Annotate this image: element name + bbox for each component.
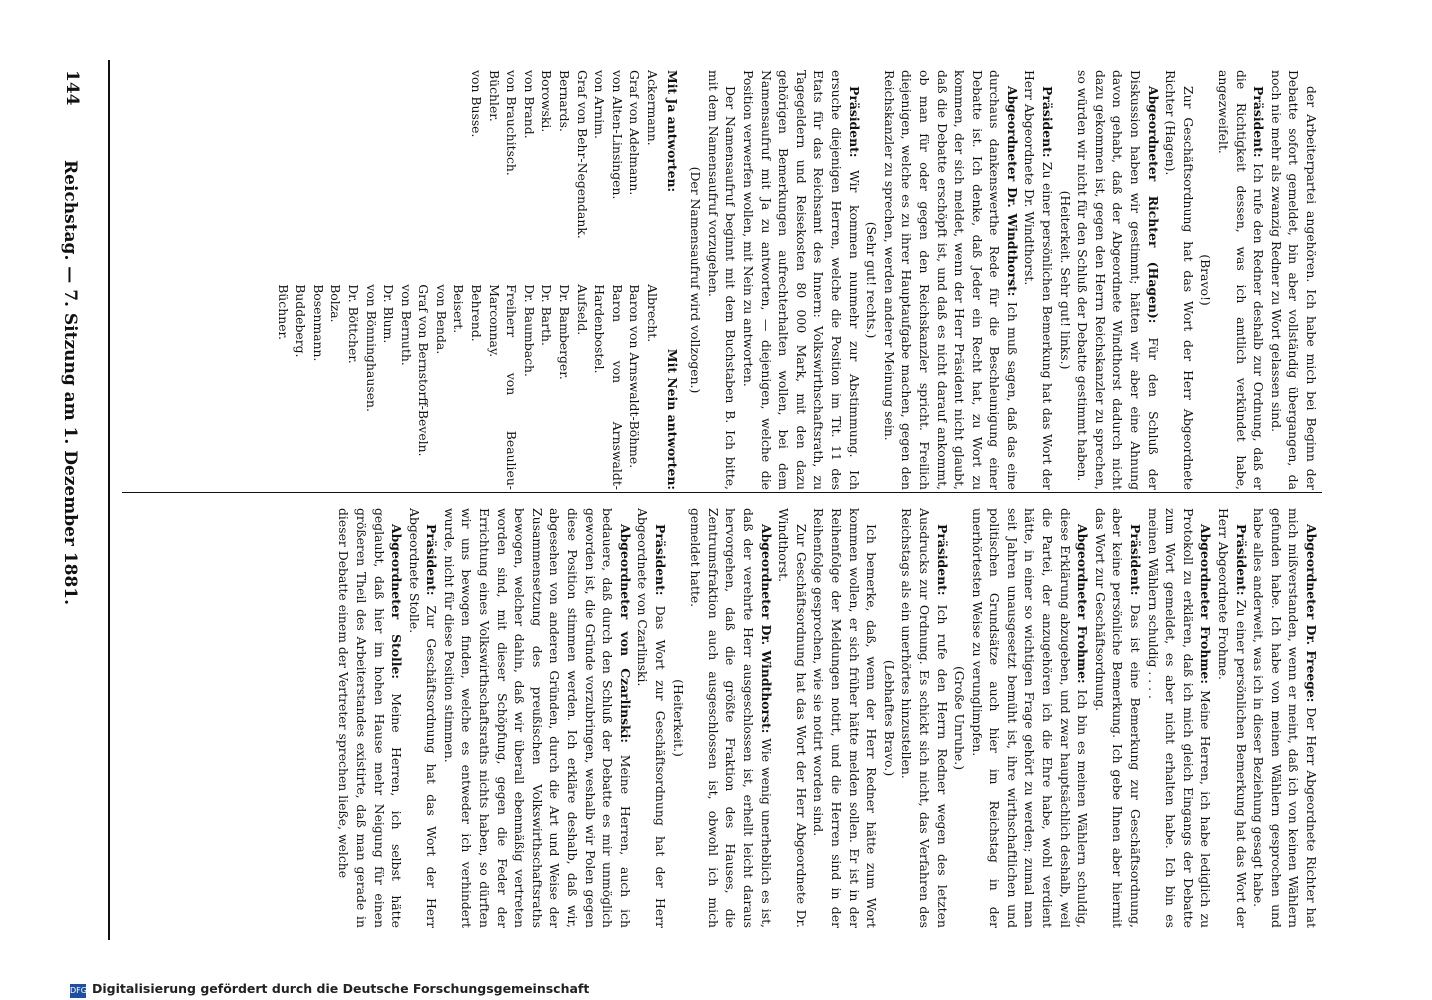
member-name: Bolza. [328, 284, 344, 323]
speech-text: Ich muß sagen, daß das eine durchaus dankenswerthe Rede für die Beschleunigung einer Debatte ist. Ich denke, daß Jeder ein Recht hat, zu Wort zu kommen, der sich meldet, wenn der Herr Präsident nicht glaubt, daß die Debatte erschöpft ist, und daß es nicht darauf ankommt, ob man für oder gegen den Reichskanzler spricht. Freilich diejenigen, welche es zu ihrer Hauptaufgabe machen, gegen den Reichskanzler zu sprechen, werden anderer Meinung sein. [881, 70, 1020, 490]
interjection: (Der Namensaufruf wird vollzogen.) [688, 166, 704, 394]
speech-text: Ich rufe den Redner deshalb zur Ordnung, daß er die Richtigkeit dessen, was ich amtlich verkündet habe, angezweifelt. [1216, 70, 1267, 490]
member-name: Graf von Behr-Negendank. [574, 70, 590, 239]
speech-text: Zu einer persönlichen Bemerkung hat das Wort der Herr Abgeordnete Frohme. [1216, 508, 1249, 928]
member-name: Büchler. [486, 70, 502, 122]
speech-text: Der Herr Abgeordnete Richter hat mich mißverstanden, wenn er meint, daß ich von keinen Wählern gefunden habe. Ich habe von meinen Wählern gesprochen und habe alles anderweit, was ich in dieser Beziehung gesagt habe. [1251, 508, 1319, 928]
interjection: (Heiterkeit. Sehr gut! links.) [1057, 190, 1073, 370]
interjection: (Heiterkeit.) [670, 679, 686, 757]
speech-text: der Arbeiterpartei angehören. Ich habe mich bei Beginn der Debatte sofort gemeldet, bin aber vollständig übergangen, da noch nie mehr als zwanzig Redner zu Wort gelassen sind. [1268, 70, 1319, 490]
member-name: Büchner. [275, 284, 291, 341]
speech-text: Zur Geschäftsordnung hat das Wort der Herr Abgeordnete Dr. Windthorst. [776, 508, 809, 928]
speech-paragraph [335, 508, 405, 928]
speech-paragraph [880, 70, 1021, 490]
vote-no-heading: Mit Nein antworten: [664, 348, 680, 490]
member-name: Borowski. [539, 70, 555, 133]
header-rule [109, 60, 111, 940]
speech-text: Der Namensaufruf beginnt mit dem Buchstaben B. Ich bitte, mit dem Namensaufruf vorzugehen. [705, 70, 739, 490]
member-name: Baron von Arnswaldt-Hardenbostel. [592, 284, 625, 490]
member-name: Graf von Adelmann. [627, 70, 643, 196]
speech-paragraph [739, 70, 862, 490]
speech-text: Ich bin es meinen Wählern schuldig, diese Erklärung abzugeben, und zwar hauptsächlich deshalb, weil die Partei, der anzugehören ich die Ehre habe, wohl verdient hätte, in einer so wichtigen Frage gehört zu werden; zumal man seit Jahren unausgesetzt bemüht ist, ihre wirthschaftlichen und politischen Grundsätze auch hier im Reichstag in der unerhörtesten Weise zu verunglimpfen. [969, 508, 1091, 928]
speech-paragraph [405, 508, 440, 928]
speech-paragraph [1214, 508, 1249, 928]
right-column [115, 70, 1320, 490]
yes-names-list [274, 70, 661, 276]
speech-text: Wir kommen nunmehr zur Abstimmung. Ich ersuche diejenigen Herren, welche die Position im Tit. 11 des Etats für das Reichsamt des Innern: Volkswirthschaftsrath, zu Tagegeldern und Reisekosten 80 000 Mark, mit den dazu gehörigen Bemerkungen aufrechterhalten wollen, bei dem Namensaufruf mit Ja zu antworten, — diejenigen, welche die Position verwerfen wollen, mit Nein zu antworten. [741, 70, 862, 490]
member-name: Graf von Bernstorff-Beveln. [416, 284, 432, 457]
speech-paragraph [1250, 508, 1320, 928]
speaker-label: Präsident: [1251, 86, 1267, 158]
member-name: Dr. Baumbach. [521, 284, 537, 377]
interjection: (Sehr gut! rechts.) [864, 221, 880, 339]
speech-paragraph [687, 508, 775, 928]
speech-text: Ich rufe den Herrn Redner wegen des letzten Ausdrucks zur Ordnung. Es schickt sich nicht, das Verfahren des Reichstags als ein unerhörtes hinzustellen. [899, 508, 950, 928]
speech-text: Zu einer persönlichen Bemerkung hat das Wort der Herr Abgeordnete Dr. Windthorst. [1022, 70, 1056, 490]
speaker-label: Präsident: [846, 86, 862, 158]
member-name: Behrend. [469, 284, 485, 342]
speaker-label: Präsident: [1040, 86, 1056, 158]
speech-text: Meine Herren, ich habe lediglich zu Protokoll zu erklären, daß ich mich gleich Eingangs der Debatte zum Wort gemeldet, es aber nicht erhalten habe. Ich bin es meinen Wählern schuldig . . . . [1145, 508, 1214, 928]
speaker-label: Abgeordneter Frohme: [1198, 524, 1214, 684]
member-name: Ackermann. [645, 70, 661, 146]
member-name: von Benda. [433, 284, 449, 355]
speech-text: Zur Geschäftsordnung hat das Wort der Herr Abgeordnete Richter (Hagen). [1163, 70, 1196, 490]
member-name: Dr. Barth. [539, 284, 555, 346]
member-name: Albrecht. [645, 284, 661, 343]
speech-paragraph [1214, 70, 1267, 490]
speaker-label: Präsident: [653, 524, 669, 596]
member-name: von Bönninghausen. [363, 284, 379, 412]
member-name: von Busse. [469, 70, 485, 138]
speech-paragraph [1162, 70, 1197, 490]
member-name: Bernards. [557, 70, 573, 132]
member-name: Buddeberg. [293, 284, 309, 358]
speech-paragraph [1267, 70, 1320, 490]
speech-text: Ich bemerke, daß, wenn der Herr Redner hätte zum Wort kommen wollen, er sich früher hätte melden sollen. Er ist in der Reihenfolge der Meldungen notirt, und die Herren sind in der Reihenfolge gesprochen, wie sie notirt worden sind. [811, 508, 880, 928]
interjection: (Bravo!) [1198, 254, 1214, 306]
no-names-list [274, 284, 661, 490]
speech-paragraph [1021, 70, 1056, 490]
speech-paragraph [968, 508, 1091, 928]
member-name: Dr. Bamberger. [557, 284, 573, 380]
member-name: Dr. Blum. [381, 284, 397, 344]
speech-text: Das Wort zur Geschäftsordnung hat der Herr Abgeordnete von Czarlinski. [635, 508, 669, 928]
speaker-label: Abgeordneter von Czarlinski: [617, 524, 633, 743]
speech-text: Wie wenig unerheblich es ist, daß der verehrte Herr ausgeschlossen ist, erhellt leicht daraus hervorgehen, daß die größte Fraktion des Hauses, die Zentrumsfraktion auch ausgeschlossen ist, obwohl ich mich gemeldet hatte. [688, 508, 774, 928]
column-divider [122, 492, 1322, 493]
speech-paragraph [440, 508, 634, 928]
speech-text: Zur Geschäftsordnung hat das Wort der Herr Abgeordnete Stolle. [406, 508, 440, 928]
speaker-label: Präsident: [934, 524, 950, 596]
speech-paragraph [775, 508, 810, 928]
member-name: Dr. Böttcher. [345, 284, 361, 364]
speech-text: Das ist eine Bemerkung zur Geschäftsordnung, aber keine persönliche Bemerkung. Ich gebe Ihnen aber hiermit das Wort zur Geschäftsordnung. [1092, 508, 1144, 928]
speech-paragraph [1074, 70, 1162, 490]
speaker-label: Präsident: [1233, 524, 1249, 596]
speech-paragraph [898, 508, 951, 928]
running-title: Reichstag. — 7. Sitzung am 1. Dezember 1881. [60, 160, 80, 606]
member-name: Freiherr von Beaulieu-Marconnay. [486, 284, 520, 490]
member-name: von Brand. [521, 70, 537, 139]
speaker-label: Präsident: [1128, 524, 1144, 596]
member-name: Bosenmann. [310, 284, 326, 362]
speech-paragraph [1091, 508, 1144, 928]
member-name: von Alten-Linsingen. [609, 70, 625, 200]
dfg-logo: DFG [70, 984, 86, 998]
speech-paragraph [1144, 508, 1214, 928]
speaker-label: Abgeordneter Frohme: [1075, 524, 1091, 684]
left-column [115, 508, 1320, 928]
speaker-label: Abgeordneter Dr. Windthorst: [1004, 86, 1020, 297]
interjection: (Große Unruhe.) [952, 665, 968, 771]
member-name: von Bernuth. [398, 284, 414, 366]
speech-text: Für den Schluß der Diskussion haben wir gestimmt; hätten wir aber eine Ahnung davon gehabt, daß der Abgeordnete Windthorst dadurch nicht dazu gekommen ist, gegen den Herrn Reichskanzler zu sprechen, so würden wir nicht für den Schluß der Debatte gestimmt haben. [1075, 70, 1161, 490]
speech-text: Meine Herren, ich selbst hätte geglaubt, daß hier im hohen Hause mehr Neigung für einen größeren Theil des Arbeiterstandes existirte, daß man gerade in dieser Debatte einem der Vertreter sprechen ließe, welche [336, 508, 405, 928]
vote-yes-heading: Mit Ja antworten: [664, 70, 680, 193]
member-name: von Brauchitsch. [504, 70, 520, 176]
speaker-label: Abgeordneter Dr. Windthorst: [758, 524, 774, 734]
page-number: 144 [62, 70, 82, 106]
speaker-label: Abgeordneter Richter (Hagen): [1145, 86, 1161, 324]
speech-text: Meine Herren, auch ich bedauere, daß durch den Schluß der Debatte es mir unmöglich geworden ist, die Gründe vorzubringen, weshalb wir Polen gegen diese Position stimmen werden. Ich erkläre deshalb, daß wir, abgesehen von anderen Gründen, durch die Art und Weise der Zusammensetzung des preußischen Volkswirthschaftsraths bewogen, welcher dahin, daß wir überall ebenmäßig vertreten worden sind, mit dieser Schöpfung, gegen die Feder der Errichtung eines Volkswirthschaftsraths nichts haben, so dürften wir uns bewogen finden, welche es entweder ich verhindert wurde, nicht für diese Position stimmen. [441, 508, 633, 928]
member-name: Aufseld. [574, 284, 590, 336]
speech-paragraph [634, 508, 669, 928]
speaker-label: Präsident: [424, 524, 440, 596]
speech-paragraph [810, 508, 880, 928]
member-name: Beisert. [451, 284, 467, 334]
speech-paragraph [704, 70, 739, 490]
speaker-label: Abgeordneter Dr. Freege: [1304, 524, 1319, 703]
speaker-label: Abgeordneter Stolle: [389, 524, 405, 679]
member-name: Baron von Arnswaldt-Böhme. [627, 284, 643, 469]
member-name: von Arnim. [592, 70, 608, 139]
interjection: (Lebhaftes Bravo.) [881, 659, 897, 777]
digitization-note: Digitalisierung gefördert durch die Deutsche Forschungsgemeinschaft [92, 981, 590, 996]
